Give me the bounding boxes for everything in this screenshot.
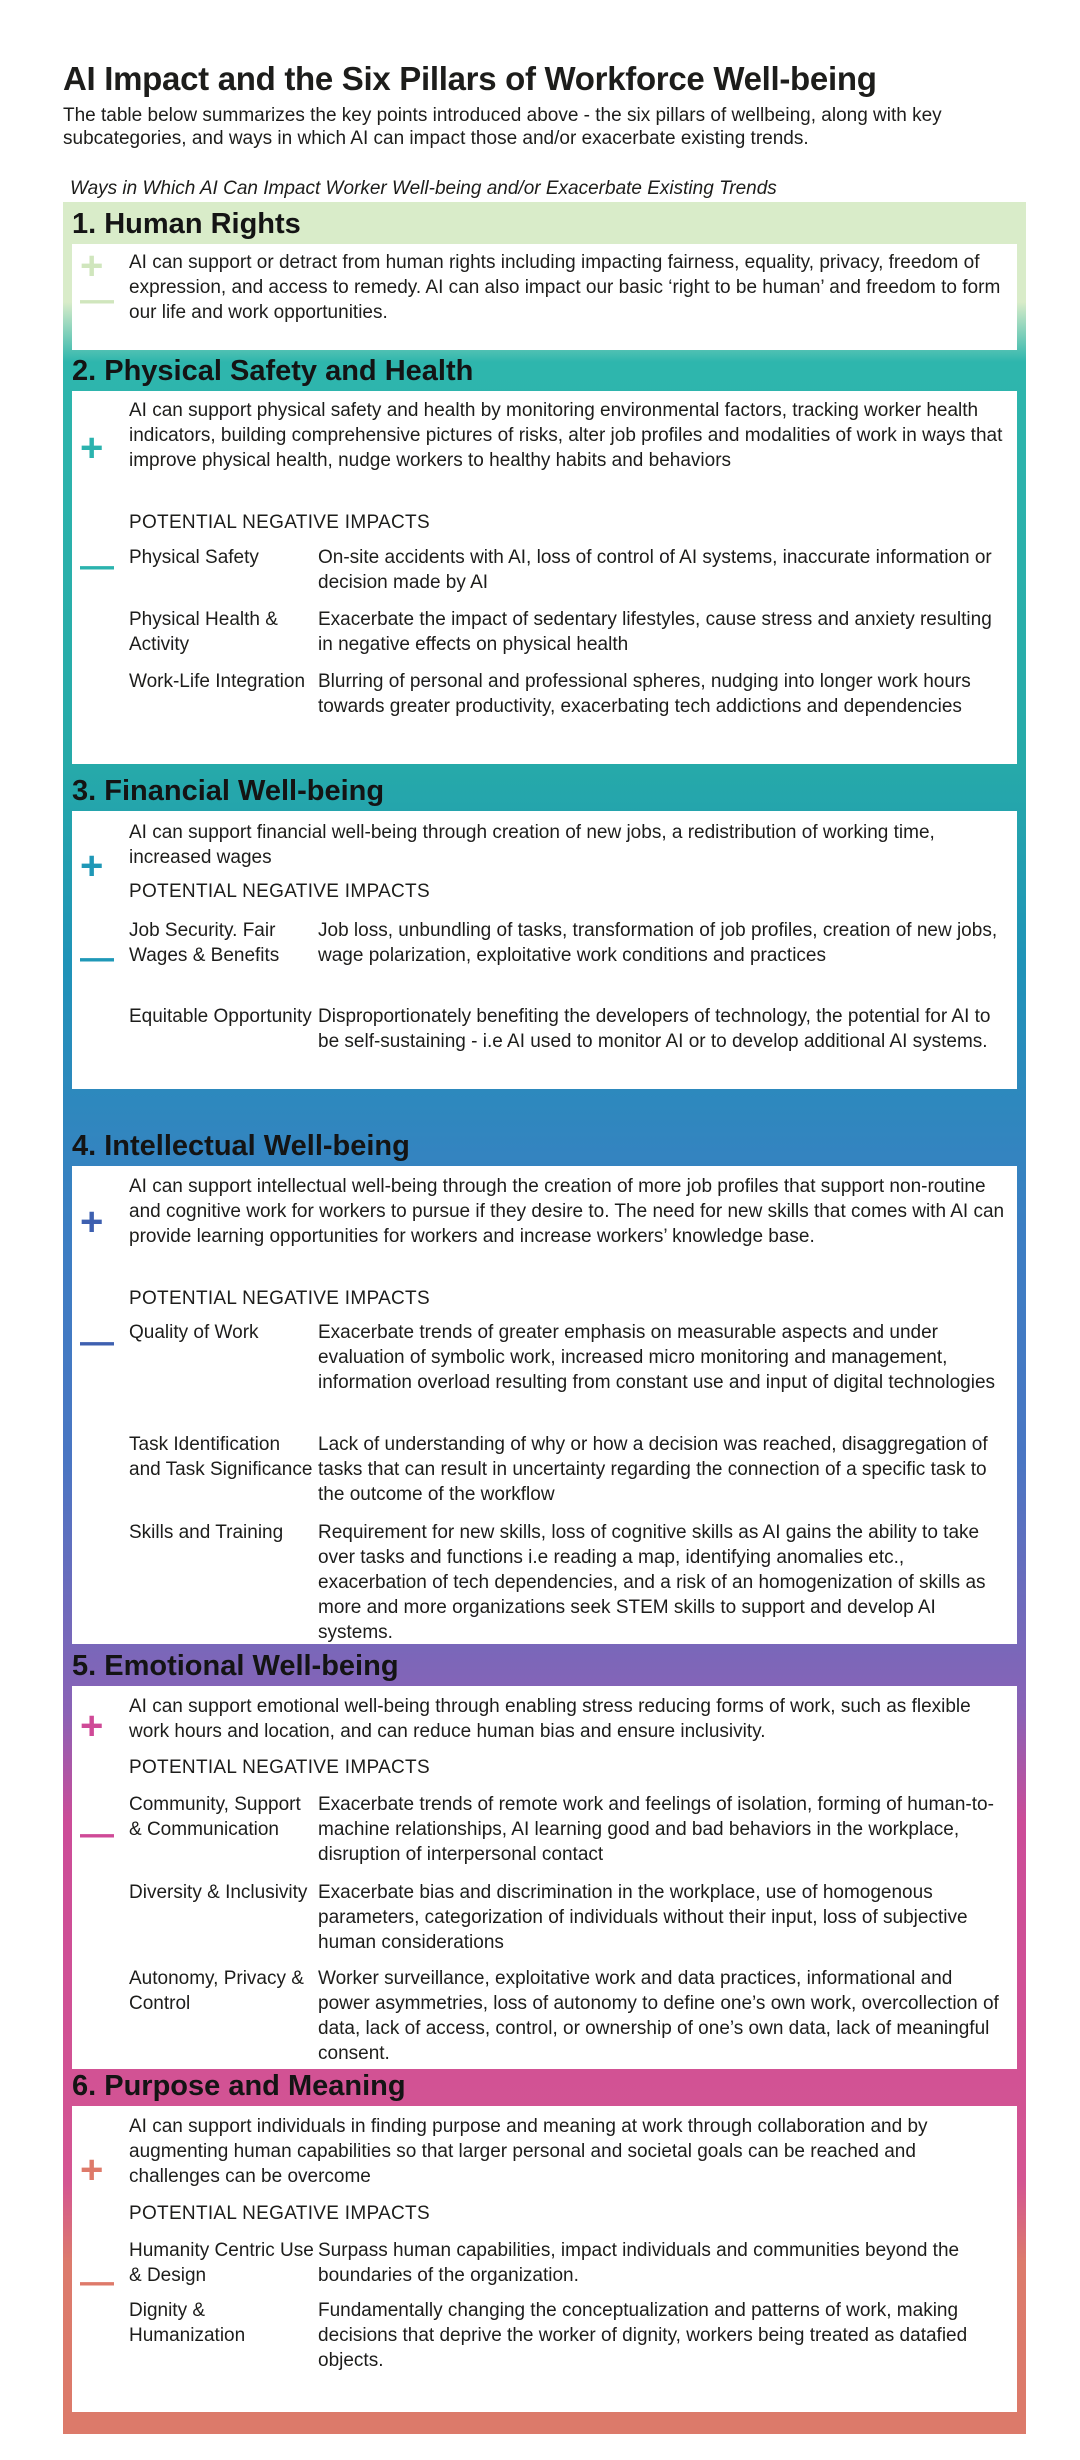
impact-category: Dignity & Humanization [129,2300,246,2346]
table-subtitle: Ways in Which AI Can Impact Worker Well-being and/or Exacerbate Existing Trends [70,178,777,199]
negative-impacts-heading: POTENTIAL NEGATIVE IMPACTS [129,1757,430,1778]
negative-impacts-heading: POTENTIAL NEGATIVE IMPACTS [129,512,430,533]
impact-category: Physical Health & Activity [129,609,278,655]
plus-icon: + [80,844,104,888]
impact-description: Blurring of personal and professional spheres, nudging into longer work hours towards greater productivity, exacerbating tech addictions and dependencies [318,671,971,717]
negative-impacts-heading: POTENTIAL NEGATIVE IMPACTS [129,1288,430,1309]
pillar-3-positive: AI can support financial well-being through creation of new jobs, a redistribution of working time, increased wages [129,822,935,868]
plus-icon: + [80,244,104,288]
impact-category: Work-Life Integration [129,671,306,692]
impact-description: Disproportionately benefiting the developers of technology, the potential for AI to be self-sustaining - i.e AI used to monitor AI or to develop additional AI systems. [318,1006,991,1052]
impact-description: Requirement for new skills, loss of cognitive skills as AI gains the ability to take over tasks and functions i.e reading a map, identifying anomalies etc., exacerbation of tech dependencies, and a risk of an homogenization of skills as more and more organizations seek STEM skills to support and develop AI systems. [318,1522,986,1643]
intro-text: The table below summarizes the key points introduced above - the six pillars of wellbeing, along with key subcategories, and ways in which AI can impact those and/or exacerbate existing trends. [63,105,942,149]
impact-category: Equitable Opportunity [129,1006,312,1027]
impact-category: Skills and Training [129,1522,284,1543]
minus-icon: — [80,939,114,977]
pillar-5-title: 5. Emotional Well-being [72,1650,399,1682]
impact-category: Humanity Centric Use & Design [129,2240,314,2286]
minus-icon: — [80,547,114,585]
minus-icon: — [80,1815,114,1853]
plus-icon: + [80,1704,104,1748]
minus-icon: — [80,2263,114,2301]
impact-category: Quality of Work [129,1322,259,1343]
plus-icon: + [80,1200,104,1244]
pillar-5-positive: AI can support emotional well-being through enabling stress reducing forms of work, such as flexible work hours and location, and can reduce human bias and ensure inclusivity. [129,1696,971,1742]
pillar-1-positive: AI can support or detract from human rights including impacting fairness, equality, privacy, freedom of expression, and access to remedy. AI can also impact our basic ‘right to be human’ and freedom to form our life and work opportunities. [129,252,1001,323]
negative-impacts-heading: POTENTIAL NEGATIVE IMPACTS [129,881,430,902]
minus-icon: — [80,1323,114,1361]
page-title: AI Impact and the Six Pillars of Workforce Well-being [63,60,877,97]
minus-icon: — [80,281,114,319]
impact-description: Fundamentally changing the conceptualization and patterns of work, making decisions that deprive the worker of dignity, workers being treated as datafied objects. [318,2300,968,2371]
impact-description: Exacerbate the impact of sedentary lifestyles, cause stress and anxiety resulting in negative effects on physical health [318,609,992,655]
impact-description: Exacerbate bias and discrimination in the workplace, use of homogenous parameters, categorization of individuals without their input, loss of subjective human considerations [318,1882,968,1953]
pillar-6-title: 6. Purpose and Meaning [72,2070,406,2102]
plus-icon: + [80,426,104,470]
pillar-4-title: 4. Intellectual Well-being [72,1130,410,1162]
impact-description: Worker surveillance, exploitative work and data practices, informational and power asymmetries, loss of autonomy to define one’s own work, overcollection of data, lack of access, control, or ownership of one’s own data, lack of meaningful consent. [318,1968,999,2064]
impact-description: Job loss, unbundling of tasks, transformation of job profiles, creation of new jobs, wage polarization, exploitative work conditions and practices [318,920,998,966]
pillar-6-positive: AI can support individuals in finding purpose and meaning at work through collaboration and by augmenting human capabilities so that larger personal and societal goals can be reached and challenges can be overcome [129,2116,928,2187]
impact-category: Community, Support & Communication [129,1794,301,1840]
pillar-4-positive: AI can support intellectual well-being through the creation of more job profiles that support non-routine and cognitive work for workers to pursue if they desire to. The need for new skills that comes with AI can provide learning opportunities for workers and increase workers’ knowledge base. [129,1176,1005,1247]
impact-description: Exacerbate trends of remote work and feelings of isolation, forming of human-to-machine relationships, AI learning good and bad behaviors in the workplace, disruption of interpersonal contact [318,1794,994,1865]
pillar-2-positive: AI can support physical safety and health by monitoring environmental factors, tracking worker health indicators, building comprehensive pictures of risks, alter job profiles and modalities of work in ways that improve physical health, nudge workers to healthy habits and behaviors [129,400,1003,471]
impact-description: Exacerbate trends of greater emphasis on measurable aspects and under evaluation of symbolic work, increased micro monitoring and management, information overload resulting from constant use and input of digital technologies [318,1322,996,1393]
pillar-2-title: 2. Physical Safety and Health [72,355,474,387]
pillar-3-title: 3. Financial Well-being [72,775,385,807]
impact-category: Task Identification and Task Significance [129,1434,313,1480]
impact-category: Job Security. Fair Wages & Benefits [129,920,280,966]
impact-description: Surpass human capabilities, impact individuals and communities beyond the boundaries of the organization. [318,2240,960,2286]
pillar-1-title: 1. Human Rights [72,208,301,240]
impact-category: Diversity & Inclusivity [129,1882,308,1903]
impact-description: On-site accidents with AI, loss of control of AI systems, inaccurate information or decision made by AI [318,547,992,593]
plus-icon: + [80,2148,104,2192]
negative-impacts-heading: POTENTIAL NEGATIVE IMPACTS [129,2203,430,2224]
impact-category: Autonomy, Privacy & Control [129,1968,304,2014]
impact-category: Physical Safety [129,547,259,568]
impact-description: Lack of understanding of why or how a decision was reached, disaggregation of tasks that can result in uncertainty regarding the connection of a specific task to the outcome of the workflow [318,1434,988,1505]
